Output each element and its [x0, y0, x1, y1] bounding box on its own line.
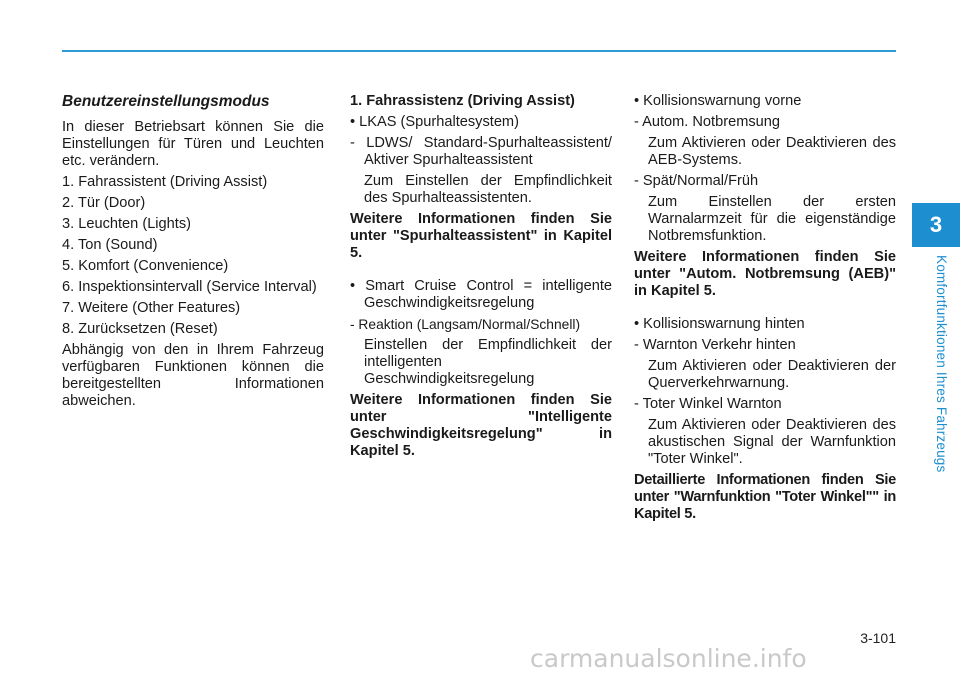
description-text: Zum Aktivieren oder Deaktivieren des akustischen Signal der Warnfunktion "Toter Winkel".: [648, 417, 896, 467]
section-heading: Benutzereinstellungsmodus: [62, 93, 270, 110]
list-item: 6. Inspektionsintervall (Service Interval): [62, 279, 317, 295]
list-item: 3. Leuchten (Lights): [62, 216, 191, 232]
reference-text: Weitere Informationen finden Sie unter "Spurhalteassistent" in Kapitel 5.: [350, 211, 612, 261]
list-item: 5. Komfort (Convenience): [62, 258, 229, 274]
bullet-item: • Kollisionswarnung vorne: [634, 93, 802, 109]
page-number: 3-101: [860, 630, 896, 646]
dash-item: - LDWS/ Standard-Spurhalteassistent/ Aktiver Spurhalteassistent: [350, 135, 612, 168]
reference-text: Weitere Informationen finden Sie unter "Autom. Notbremsung (AEB)" in Kapitel 5.: [634, 249, 896, 299]
bullet-item: • Kollisionswarnung hinten: [634, 316, 805, 332]
chapter-tab: 3: [912, 203, 960, 247]
description-text: Einstellen der Empfindlichkeit der intelligenten Geschwindigkeitsregelung: [364, 337, 612, 387]
list-item: 7. Weitere (Other Features): [62, 300, 241, 316]
dash-item: - Warnton Verkehr hinten: [634, 337, 796, 353]
reference-text: Weitere Informationen finden Sie unter "Intelligente Geschwindigkeitsregelung" in Kapitel 5.: [350, 392, 612, 459]
dash-item: - Reaktion (Langsam/Normal/Schnell): [350, 317, 581, 332]
bullet-item: • LKAS (Spurhaltesystem): [350, 114, 519, 130]
list-item: 4. Ton (Sound): [62, 237, 158, 253]
header-rule: [62, 50, 896, 52]
description-text: Zum Aktivieren oder Deaktivieren des AEB-Systems.: [648, 135, 896, 168]
column-middle: [350, 93, 612, 464]
note-paragraph: Abhängig von den in Ihrem Fahrzeug verfügbaren Funktionen können die bereitgestellten Informationen abweichen.: [62, 342, 324, 409]
description-text: Zum Einstellen der Empfindlichkeit des Spurhalteassistenten.: [364, 173, 612, 206]
list-item: 1. Fahrassistent (Driving Assist): [62, 174, 268, 190]
column-right: [634, 93, 896, 527]
reference-text: Detaillierte Informationen finden Sie unter "Warnfunktion "Toter Winkel"" in Kapitel 5.: [634, 472, 896, 522]
description-text: Zum Einstellen der ersten Warnalarmzeit für die eigenständige Notbremsfunktion.: [648, 194, 896, 244]
dash-item: - Spät/Normal/Früh: [634, 173, 759, 189]
dash-item: - Autom. Notbremsung: [634, 114, 781, 130]
watermark: carmanualsonline.info: [530, 644, 807, 673]
section-title: 1. Fahrassistenz (Driving Assist): [350, 93, 575, 109]
intro-paragraph: In dieser Betriebsart können Sie die Einstellungen für Türen und Leuchten etc. verändern.: [62, 119, 324, 169]
description-text: Zum Aktivieren oder Deaktivieren der Querverkehrwarnung.: [648, 358, 896, 391]
list-item: 8. Zurücksetzen (Reset): [62, 321, 218, 337]
dash-item: - Toter Winkel Warnton: [634, 396, 782, 412]
list-item: 2. Tür (Door): [62, 195, 146, 211]
column-left: [62, 93, 324, 414]
bullet-item: • Smart Cruise Control = intelligente Geschwindigkeitsregelung: [350, 278, 612, 311]
chapter-title: Komfortfunktionen Ihres Fahrzeugs: [934, 255, 949, 473]
